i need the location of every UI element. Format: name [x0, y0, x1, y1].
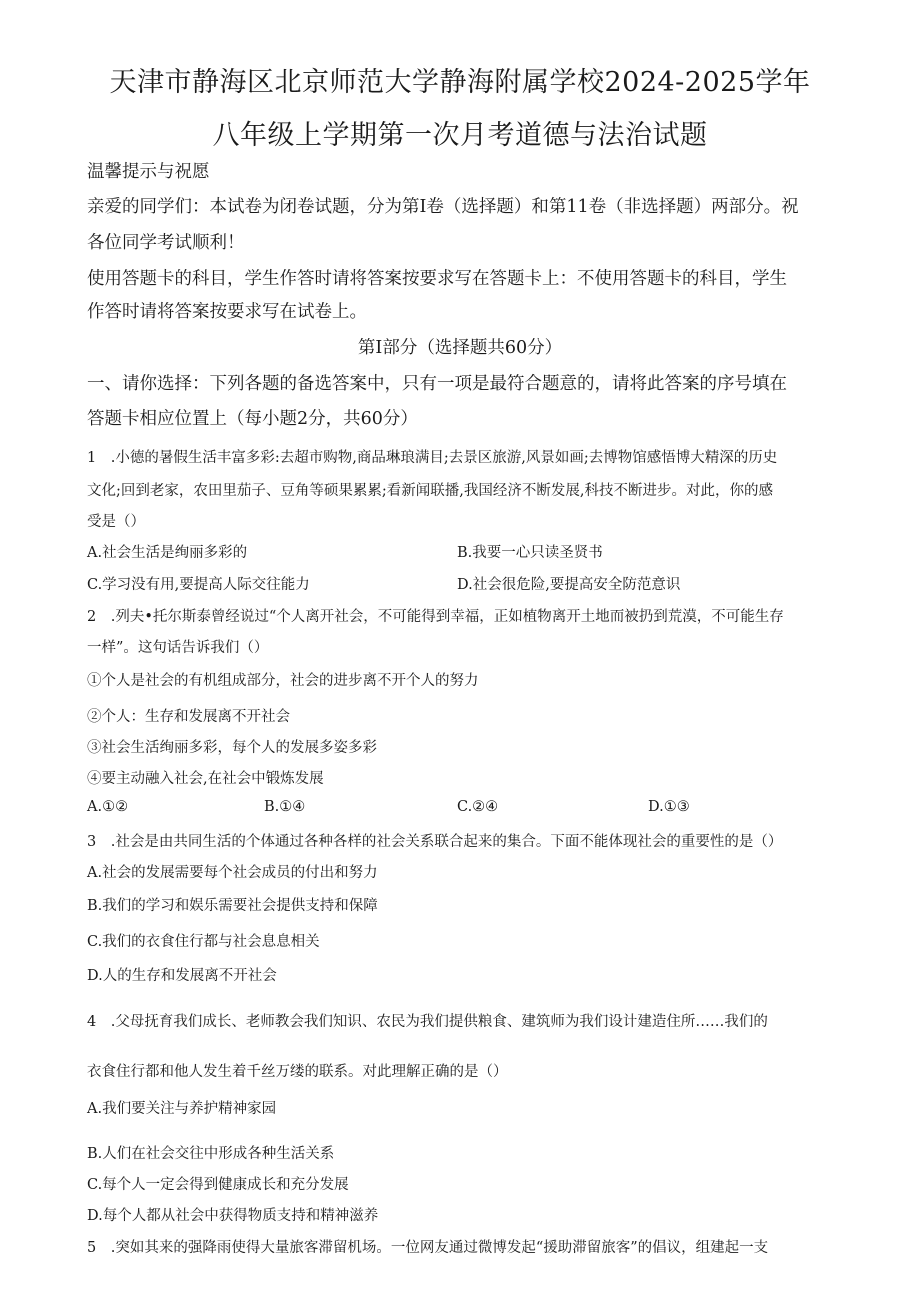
tips-heading: 温馨提示与祝愿	[87, 162, 210, 182]
question-1-option-a: A.社会生活是绚丽多彩的	[87, 545, 248, 561]
question-2-option-b: B.①④	[264, 799, 306, 815]
question-2-option-d: D.①③	[648, 799, 690, 815]
question-3-line-1: 3 .社会是由共同生活的个体通过各种各样的社会关系联合起来的集合。下面不能体现社会的重要性的是（）	[87, 834, 783, 850]
question-2-option-a: A.①②	[87, 799, 129, 815]
question-2-statement-3: ③社会生活绚丽多彩，每个人的发展多姿多彩	[87, 740, 377, 756]
intro-paragraph-2a: 使用答题卡的科目，学生作答时请将答案按要求写在答题卡上：不使用答题卡的科目，学生	[87, 269, 787, 289]
question-3-option-d: D.人的生存和发展离不开社会	[87, 968, 277, 984]
title-line-2: 八年级上学期第一次月考道德与法治试题	[212, 120, 708, 151]
question-1-option-d: D.社会很危险,要提高安全防范意识	[457, 577, 681, 593]
question-2-statement-2: ②个人：生存和发展离不开社会	[87, 709, 290, 725]
intro-paragraph-1b: 各位同学考试顺利！	[87, 233, 245, 253]
part-1-heading: 第I部分（选择题共60分）	[357, 338, 563, 358]
question-2-statement-1: ①个人是社会的有机组成部分，社会的进步离不开个人的努力	[87, 673, 479, 689]
question-1-option-b: B.我要一心只读圣贤书	[457, 545, 603, 561]
question-4-line-1: 4 .父母抚育我们成长、老师教会我们知识、农民为我们提供粮食、建筑师为我们设计建造住所……我们的	[87, 1014, 768, 1030]
question-2-line-1: 2 .列夫•托尔斯泰曾经说过“个人离开社会，不可能得到幸福，正如植物离开土地而被扔到荒漠，不可能生存	[87, 609, 784, 625]
question-1-line-2: 文化;回到老家，农田里茄子、豆角等硕果累累;看新闻联播,我国经济不断发展,科技不断进步。对此，你的感	[87, 483, 773, 499]
question-4-line-2: 衣食住行都和他人发生着千丝万缕的联系。对此理解正确的是（）	[87, 1064, 508, 1080]
question-4-option-c: C.每个人一定会得到健康成长和充分发展	[87, 1177, 349, 1193]
intro-paragraph-2b: 作答时请将答案按要求写在试卷上。	[87, 302, 367, 322]
question-3-option-c: C.我们的衣食住行都与社会息息相关	[87, 934, 320, 950]
question-1-line-3: 受是（）	[87, 514, 145, 530]
question-2-option-c: C.②④	[457, 799, 499, 815]
question-5-line-1: 5 .突如其来的强降雨使得大量旅客滞留机场。一位网友通过微博发起“援助滞留旅客”的倡议，组建起一支	[87, 1240, 769, 1256]
question-1-option-c: C.学习没有用,要提高人际交往能力	[87, 577, 310, 593]
section-1-instructions-b: 答题卡相应位置上（每小题2分，共60分）	[87, 409, 418, 429]
question-4-option-b: B.人们在社会交往中形成各种生活关系	[87, 1146, 335, 1162]
question-4-option-d: D.每个人都从社会中获得物质支持和精神滋养	[87, 1208, 379, 1224]
title-line-1: 天津市静海区北京师范大学静海附属学校2024-2025学年	[109, 67, 811, 98]
question-3-option-b: B.我们的学习和娱乐需要社会提供支持和保障	[87, 898, 378, 914]
intro-paragraph-1a: 亲爱的同学们：本试卷为闭卷试题，分为第I卷（选择题）和第11卷（非选择题）两部分。祝	[87, 197, 799, 217]
question-4-option-a: A.我们要关注与养护精神家园	[87, 1101, 277, 1117]
question-2-statement-4: ④要主动融入社会,在社会中锻炼发展	[87, 771, 324, 787]
question-1-line-1: 1 .小德的暑假生活丰富多彩:去超市购物,商品琳琅满目;去景区旅游,风景如画;去博物馆感悟博大精深的历史	[87, 450, 778, 466]
question-2-line-2: 一样”。这句话告诉我们（）	[87, 640, 269, 656]
section-1-instructions-a: 一、请你选择：下列各题的备选答案中，只有一项是最符合题意的，请将此答案的序号填在	[87, 374, 787, 394]
question-3-option-a: A.社会的发展需要每个社会成员的付出和努力	[87, 865, 378, 881]
